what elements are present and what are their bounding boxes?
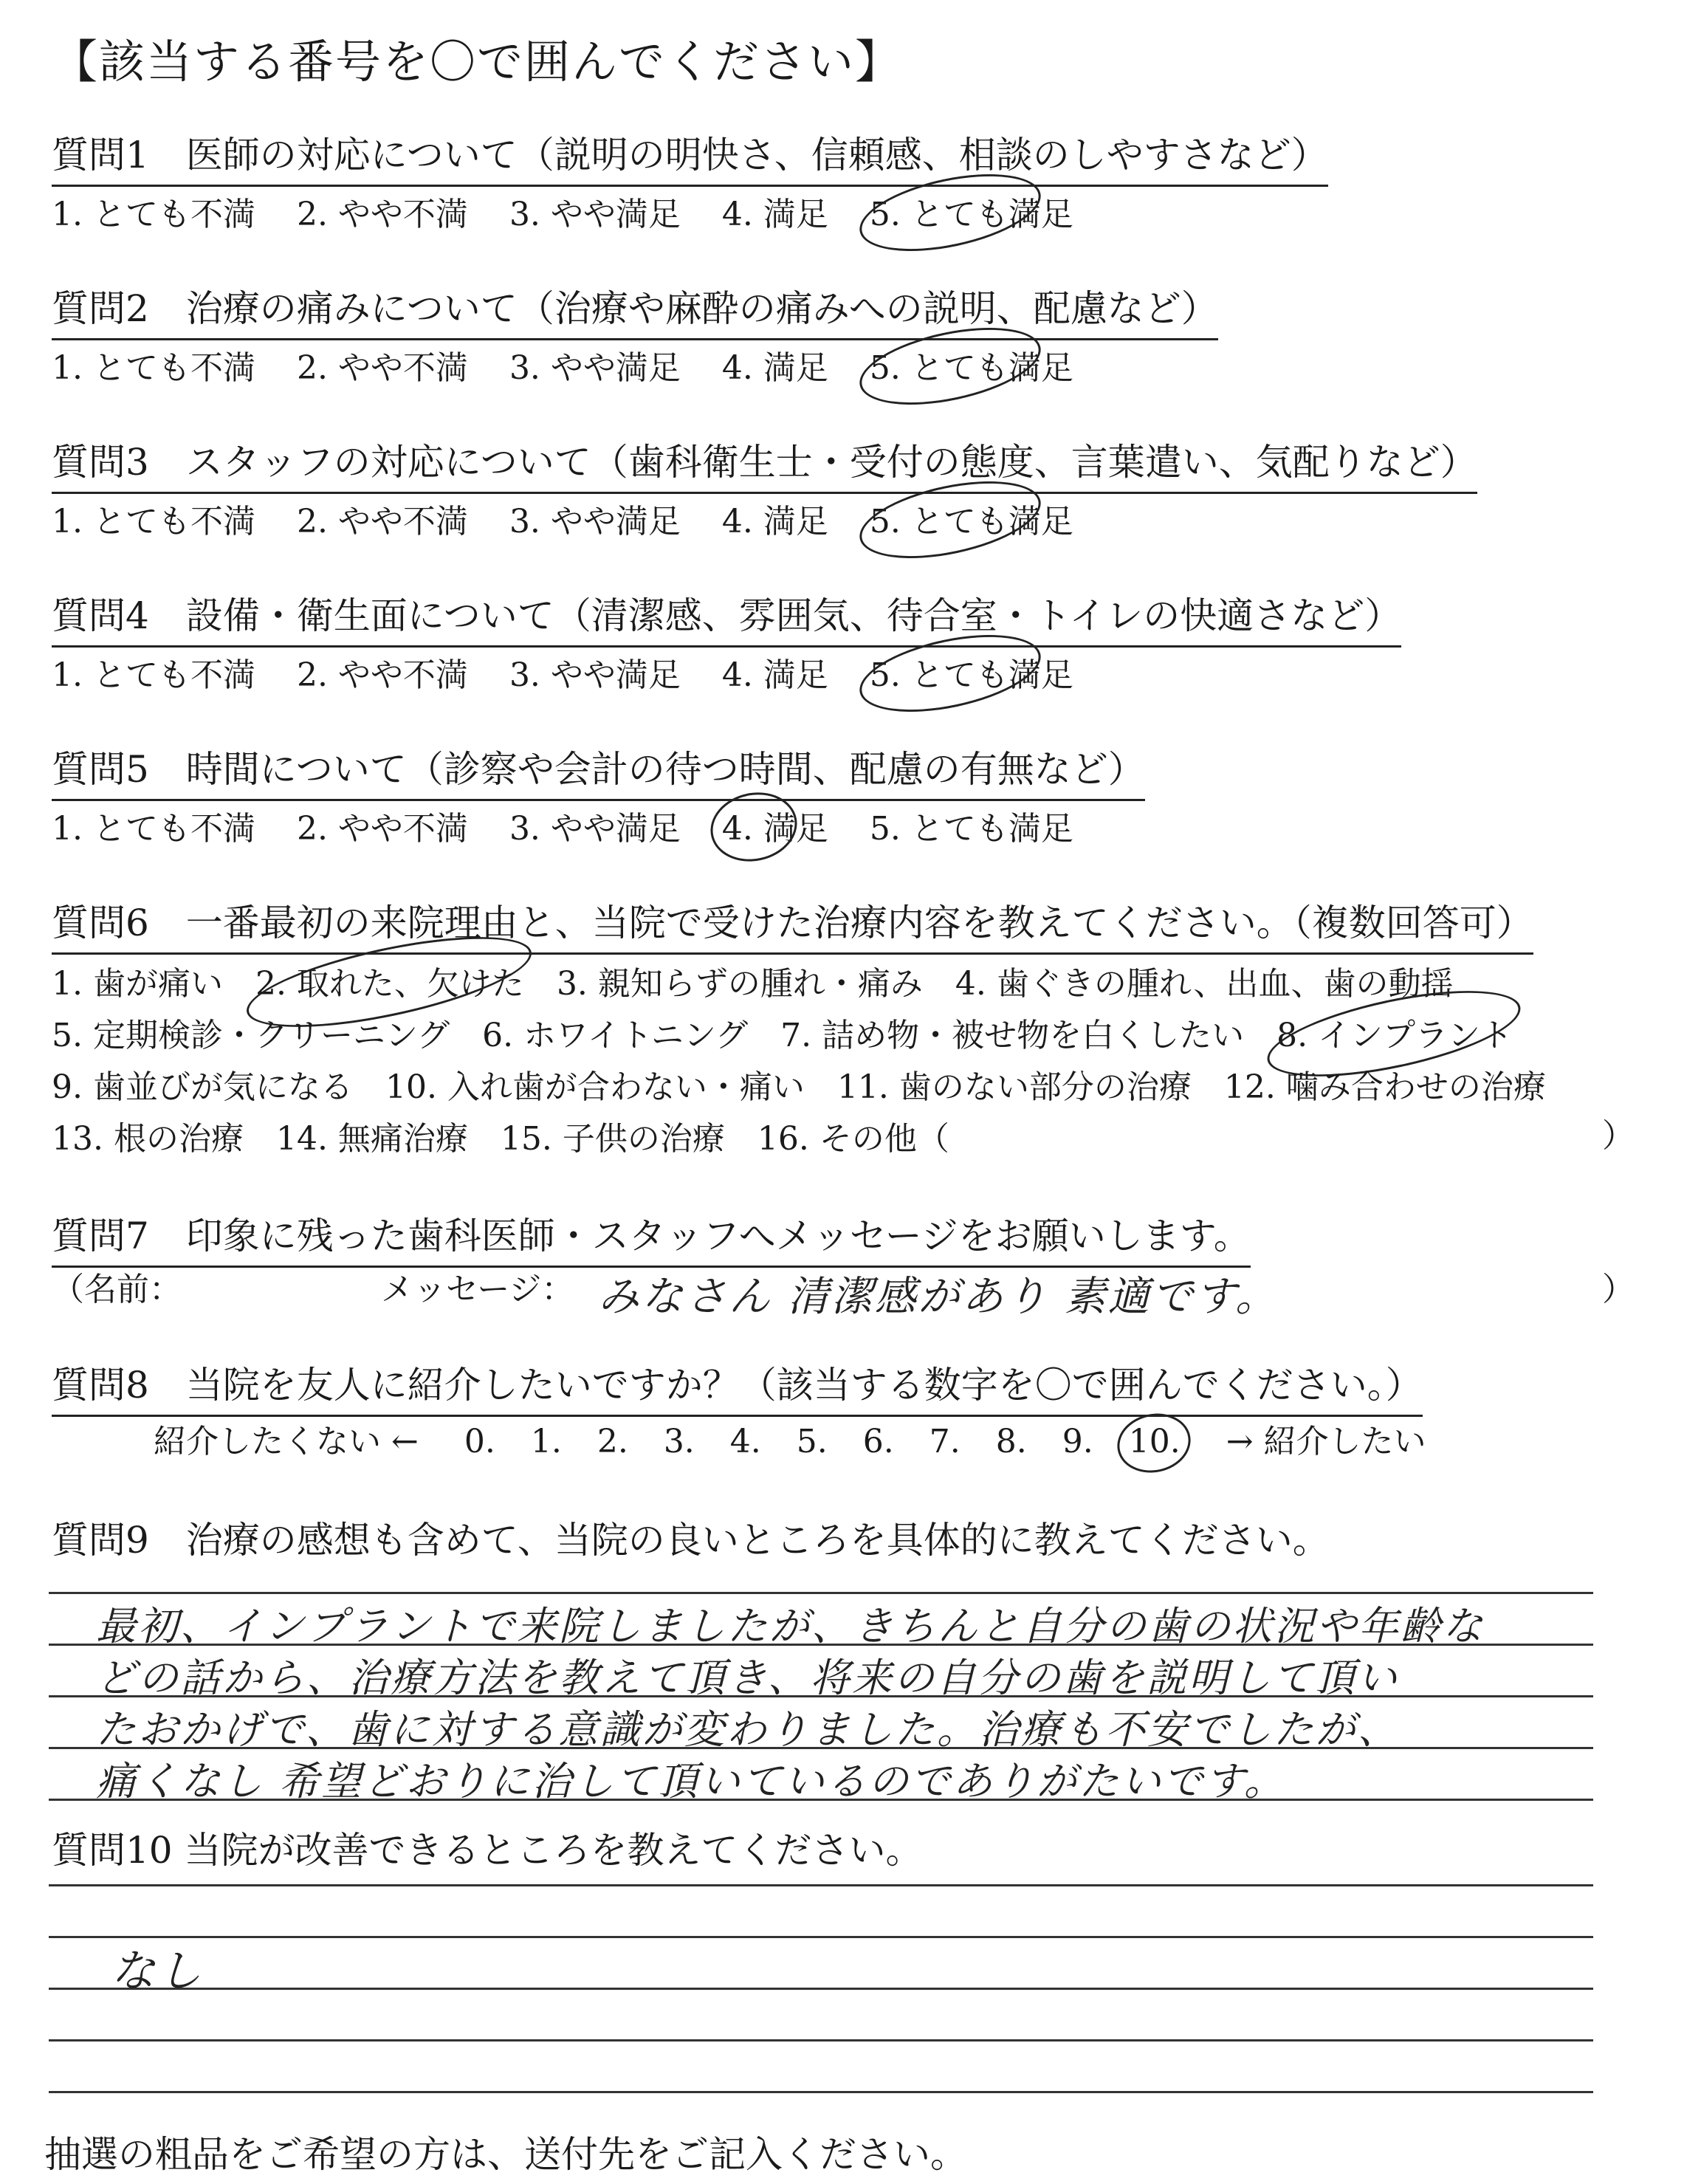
q2-option-3[interactable] [509,341,681,388]
q8-number-option[interactable] [1129,1423,1181,1460]
option-label: 2. [597,1423,628,1460]
option-label: 2. やや不満 [296,656,468,694]
option-label: 5. とても満足 [869,810,1073,848]
q3-option-5[interactable] [870,495,1073,542]
option-label: 6. ホワイトニング [482,1017,749,1054]
q6-option[interactable] [52,957,223,1004]
page-title: 【該当する番号を〇で囲んでください】 [52,35,903,89]
footer-partial: 抽選の粗品をご希望の方は、送付先をご記入ください。 [44,2133,967,2176]
option-label: 7. 詰め物・被せ物を白くしたい [780,1017,1245,1054]
option-label: 10. 入れ歯が合わない・痛い [385,1068,805,1106]
option-label: 1. [530,1423,562,1460]
q3-heading: 質問3 スタッフの対応について（歯科衛生士・受付の態度、言葉遣い、気配りなど） [52,433,1477,494]
option-label: 14. 無痛治療 [275,1120,468,1158]
q3-option-3[interactable] [509,495,681,542]
option-label: 9. 歯並びが気になる [52,1068,353,1106]
q8-number-option[interactable] [464,1423,495,1460]
option-label: 4. 満足 [721,503,828,540]
option-label: 8. インプラント [1276,1017,1513,1054]
q4-heading: 質問4 設備・衛生面について（清潔感、雰囲気、待合室・トイレの快適さなど） [52,586,1401,648]
option-label: 3. やや満足 [509,656,681,694]
q8-number-option[interactable] [797,1423,828,1460]
q5-option-1[interactable] [52,802,255,849]
q6-option[interactable] [385,1060,805,1108]
q5-option-3[interactable] [509,802,681,849]
q9-handwritten-line: 痛くなし 希望どおりに治して頂いているのでありがたいです。 [96,1758,1286,1804]
option-label: 2. やや不満 [296,196,468,233]
q1-option-4[interactable] [722,188,828,235]
q6-heading: 質問6 一番最初の来院理由と、当院で受けた治療内容を教えてください。（複数回答可） [52,893,1533,955]
q4-option-3[interactable] [509,648,681,696]
q6-option[interactable] [780,1009,1244,1056]
q5-option-4[interactable] [722,802,828,849]
q6-option[interactable] [276,1112,468,1159]
option-label: 4. [729,1423,761,1460]
q4-option-4[interactable] [722,648,828,696]
q9-handwritten-line: たおかげで、歯に対する意識が変わりました。治療も不安でしたが、 [96,1706,1400,1753]
q8-left-label: 紹介したくない ← [154,1423,419,1460]
q3-option-2[interactable] [297,495,468,542]
option-label: 1. とても不満 [52,349,255,387]
q6-close-paren: ） [1602,1117,1635,1155]
q8-number-option[interactable] [597,1423,628,1460]
q8-number-option[interactable] [929,1423,961,1460]
q5-options [52,802,1115,849]
q6-options-row [52,1009,1545,1056]
option-label: 9. [1062,1423,1093,1460]
q6-option[interactable] [255,957,524,1004]
q7-close-paren: ） [1602,1271,1635,1308]
option-label: 8. [995,1423,1027,1460]
option-label: 5. [796,1423,828,1460]
option-label: 0. [464,1423,495,1460]
q8-heading: 質問8 当院を友人に紹介したいですか？（該当する数字を〇で囲んでください。） [52,1356,1423,1417]
option-label: 2. やや不満 [296,810,468,848]
q5-option-2[interactable] [297,802,468,849]
q1-heading: 質問1 医師の対応について（説明の明快さ、信頼感、相談のしやすさなど） [52,126,1328,187]
q3-options [52,495,1115,542]
q6-option[interactable] [1276,1009,1513,1056]
option-label: 4. 満足 [721,656,828,694]
q6-option[interactable] [52,1112,244,1159]
rule-line [49,1592,1593,1594]
option-label: 5. 定期検診・クリーニング [52,1017,450,1054]
q4-options [52,648,1115,696]
option-label: 3. 親知らずの腫れ・痛み [556,965,923,1003]
option-label: 5. とても満足 [869,196,1073,233]
option-label: 5. とても満足 [869,503,1073,540]
q6-option[interactable] [557,957,923,1004]
option-label: 1. とても不満 [52,196,255,233]
rule-line [49,1936,1593,1938]
option-label: 3. やや満足 [509,196,681,233]
option-label: 12. 噛み合わせの治療 [1223,1068,1546,1106]
q6-option[interactable] [955,957,1454,1004]
q1-option-5[interactable] [870,188,1073,235]
option-label: 3. [663,1423,695,1460]
q5-heading: 質問5 時間について（診察や会計の待つ時間、配慮の有無など） [52,740,1145,801]
q7-heading: 質問7 印象に残った歯科医師・スタッフへメッセージをお願いします。 [52,1206,1251,1268]
q2-heading: 質問2 治療の痛みについて（治療や麻酔の痛みへの説明、配慮など） [52,279,1218,340]
q6-option[interactable] [757,1112,949,1159]
option-label: 1. とても不満 [52,810,255,848]
option-label: 2. やや不満 [296,349,468,387]
q6-option[interactable] [501,1112,725,1159]
q1-option-2[interactable] [297,188,468,235]
q6-options-row [52,1060,1578,1108]
option-label: 4. 満足 [721,196,828,233]
option-label: 7. [929,1423,961,1460]
rule-line [49,2039,1593,2042]
q4-option-2[interactable] [297,648,468,696]
q2-options [52,341,1115,388]
option-label: 6. [862,1423,894,1460]
option-label: 15. 子供の治療 [500,1120,725,1158]
rule-line [49,2091,1593,2093]
option-label: 11. 歯のない部分の治療 [836,1068,1192,1106]
q8-number-option[interactable] [1062,1423,1093,1460]
option-label: 3. やや満足 [509,349,681,387]
q2-option-5[interactable] [870,341,1073,388]
q6-options-row [52,1112,982,1159]
q1-option-1[interactable] [52,188,255,235]
option-label: 5. とても満足 [869,349,1073,387]
option-label: 3. やや満足 [509,810,681,848]
option-label: 10. [1128,1423,1181,1460]
q2-option-2[interactable] [297,341,468,388]
q6-option[interactable] [837,1060,1192,1108]
q10-heading: 質問10 当院が改善できるところを教えてください。 [52,1829,923,1872]
q9-heading: 質問9 治療の感想も含めて、当院の良いところを具体的に教えてください。 [52,1519,1330,1562]
option-label: 1. とても不満 [52,503,255,540]
option-label: 2. 取れた、欠けた [255,965,524,1003]
option-label: 5. とても満足 [869,656,1073,694]
q8-number-option[interactable] [531,1423,562,1460]
q7-name-label: （名前： [52,1271,182,1308]
option-label: 2. やや不満 [296,503,468,540]
q1-option-3[interactable] [509,188,681,235]
option-label: 13. 根の治療 [52,1120,244,1158]
option-label: 3. やや満足 [509,503,681,540]
q10-handwritten-answer: なし [111,1946,204,1997]
q9-handwritten-line: どの話から、治療方法を教えて頂き、将来の自分の歯を説明して頂い [96,1655,1399,1701]
option-label: 4. 満足 [721,810,828,848]
q6-options-row [52,957,1486,1004]
q8-number-option[interactable] [863,1423,894,1460]
option-label: 4. 歯ぐきの腫れ、出血、歯の動揺 [955,965,1454,1003]
q4-option-5[interactable] [870,648,1073,696]
q6-option[interactable] [52,1009,450,1056]
q2-option-4[interactable] [722,341,828,388]
q2-option-1[interactable] [52,341,255,388]
q4-option-1[interactable] [52,648,255,696]
q3-option-4[interactable] [722,495,828,542]
rule-line [49,1884,1593,1886]
q7-message-handwritten: みなさん 清潔感があり 素適です。 [598,1273,1279,1321]
option-label: 1. 歯が痛い [52,965,223,1003]
option-label: 1. とても不満 [52,656,255,694]
q8-number-option[interactable] [996,1423,1027,1460]
q6-option[interactable] [482,1009,748,1056]
q6-option[interactable] [52,1060,353,1108]
q8-scale [154,1415,1426,1462]
q3-option-1[interactable] [52,495,255,542]
option-label: 4. 満足 [721,349,828,387]
q7-message-label: メッセージ： [381,1271,574,1308]
q8-number-option[interactable] [664,1423,695,1460]
q8-number-option[interactable] [730,1423,761,1460]
rule-line [49,1988,1593,1990]
q6-option[interactable] [1224,1060,1546,1108]
option-label: 16. その他（ [757,1120,949,1158]
q9-handwritten-line: 最初、インプラントで来院しましたが、きちんと自分の歯の状況や年齢な [96,1603,1485,1649]
q1-options [52,188,1115,235]
q8-right-label: → 紹介したい [1226,1423,1426,1460]
q5-option-5[interactable] [870,802,1073,849]
